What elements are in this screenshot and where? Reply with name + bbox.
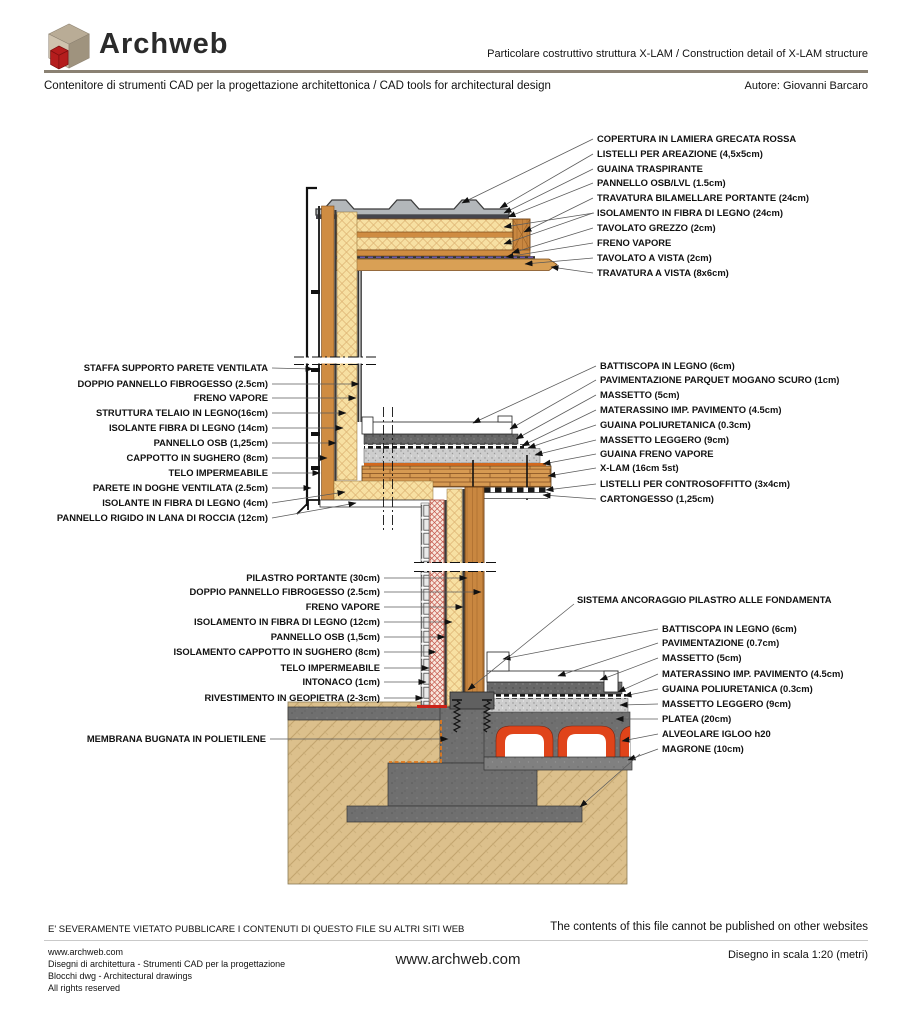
stone-cladding <box>421 503 429 705</box>
leader-line <box>628 749 658 760</box>
leader-line <box>528 425 596 448</box>
leader-line <box>551 267 593 273</box>
leader-line <box>516 395 596 439</box>
leader-line <box>546 484 596 490</box>
leader-line <box>600 658 658 680</box>
leader-line <box>510 380 596 429</box>
callout-wall_lower-0: PILASTRO PORTANTE (30cm) <box>246 572 380 584</box>
callout-wall_lower-7: INTONACO (1cm) <box>302 676 380 688</box>
callout-wall_lower-6: TELO IMPERMEABILE <box>280 662 380 674</box>
callout-wall_lower-1: DOPPIO PANNELLO FIBROGESSO (2.5cm) <box>189 586 380 598</box>
callout-wall_upper-3: STRUTTURA TELAIO IN LEGNO(16cm) <box>95 407 268 419</box>
footer-rule <box>44 940 868 941</box>
callout-ground-8: MAGRONE (10cm) <box>662 743 744 755</box>
brand-wordmark: Archweb <box>99 28 229 60</box>
callout-floor-9: CARTONGESSO (1,25cm) <box>600 493 714 505</box>
sheet-title: Particolare costruttivo struttura X-LAM / Construction detail of X-LAM structure <box>487 48 868 60</box>
callout-roof-9: TRAVATURA A VISTA (8x6cm) <box>597 267 729 279</box>
footer-line3: Blocchi dwg - Architectural drawings <box>48 971 193 981</box>
callout-roof-5: ISOLAMENTO IN FIBRA DI LEGNO (24cm) <box>597 207 783 219</box>
callout-roof-7: FRENO VAPORE <box>597 237 672 249</box>
author: Autore: Giovanni Barcaro <box>744 80 868 92</box>
callout-wall_upper-1: DOPPIO PANNELLO FIBROGESSO (2.5cm) <box>77 378 268 390</box>
callout-ground-6: PLATEA (20cm) <box>662 713 732 725</box>
callout-roof-3: PANNELLO OSB/LVL (1.5cm) <box>597 177 726 189</box>
exposed-boarding <box>336 259 557 271</box>
callout-floor-8: LISTELLI PER CONTROSOFFITTO (3x4cm) <box>600 478 790 490</box>
callout-floor-4: GUAINA POLIURETANICA (0.3cm) <box>600 419 751 431</box>
cork-insulation <box>430 500 444 706</box>
lower-wall <box>414 487 496 732</box>
baseboard-upper <box>362 417 373 434</box>
callout-floor-0: BATTISCOPA IN LEGNO (6cm) <box>600 360 735 372</box>
callout-roof-8: TAVOLATO A VISTA (2cm) <box>597 252 712 264</box>
callout-ground-1: PAVIMENTAZIONE (0.7cm) <box>662 637 780 649</box>
footer-line4: All rights reserved <box>48 983 121 993</box>
leader-line <box>503 629 658 659</box>
plasterboard <box>484 493 548 499</box>
footer-line2: Disegni di architettura - Strumenti CAD per la progettazione <box>48 959 286 969</box>
callout-wall_upper-8: PARETE IN DOGHE VENTILATA (2.5cm) <box>92 482 268 494</box>
callout-wall_lower-8: RIVESTIMENTO IN GEOPIETRA (2-3cm) <box>204 692 380 704</box>
callout-ground-7: ALVEOLARE IGLOO h20 <box>662 728 771 740</box>
leader-line <box>624 689 658 696</box>
callout-ground-3: MATERASSINO IMP. PAVIMENTO (4.5cm) <box>662 668 844 680</box>
footer-scale: Disegno in scala 1:20 (metri) <box>727 949 868 961</box>
footer-site: www.archweb.com <box>48 947 124 957</box>
callout-floor-7: X-LAM (16cm 5st) <box>600 462 679 474</box>
footer-notice-it: E' SEVERAMENTE VIETATO PUBBLICARE I CONTENUTI DI QUESTO FILE SU ALTRI SITI WEB <box>48 924 465 935</box>
callout-ground-0: BATTISCOPA IN LEGNO (6cm) <box>662 623 797 635</box>
callout-wall_lower-4: PANNELLO OSB (1,5cm) <box>270 631 380 643</box>
ceiling-battens <box>484 488 550 493</box>
callout-ground-5: MASSETTO LEGGERO (9cm) <box>662 698 792 710</box>
callout-floor-6: GUAINA FRENO VAPORE <box>600 448 714 460</box>
leader-line <box>548 468 596 476</box>
callout-roof-4: TRAVATURA BILAMELLARE PORTANTE (24cm) <box>597 192 809 204</box>
callout-wall_upper-7: TELO IMPERMEABILE <box>168 467 268 479</box>
callout-roof-6: TAVOLATO GREZZO (2cm) <box>597 222 716 234</box>
sheet-subtitle: Contenitore di strumenti CAD per la progettazione architettonica / CAD tools for architectural design <box>44 80 551 92</box>
callout-wall_upper-0: STAFFA SUPPORTO PARETE VENTILATA <box>83 362 268 374</box>
leader-line <box>508 183 593 217</box>
footer-center-site: www.archweb.com <box>395 951 521 968</box>
callout-roof-2: GUAINA TRASPIRANTE <box>597 163 703 175</box>
callout-anchor: SISTEMA ANCORAGGIO PILASTRO ALLE FONDAMENTA <box>577 594 832 606</box>
callout-ground-2: MASSETTO (5cm) <box>662 652 742 664</box>
leader-line <box>462 139 593 203</box>
callout-wall_upper-5: PANNELLO OSB (1,25cm) <box>153 437 268 449</box>
magrone-layer <box>484 757 632 770</box>
callout-ground-4: GUAINA POLIURETANICA (0.3cm) <box>662 683 813 695</box>
callout-floor-1: PAVIMENTAZIONE PARQUET MOGANO SCURO (1cm) <box>600 374 840 386</box>
leader-line <box>543 454 596 464</box>
callout-wall_lower-3: ISOLAMENTO IN FIBRA DI LEGNO (12cm) <box>194 616 380 628</box>
callout-roof-1: LISTELLI PER AREAZIONE (4,5x5cm) <box>597 148 763 160</box>
baseboard-ground <box>487 652 509 671</box>
callout-wall_lower-5: ISOLAMENTO CAPPOTTO IN SUGHERO (8cm) <box>173 646 380 658</box>
callout-roof-0: COPERTURA IN LAMIERA GRECATA ROSSA <box>597 133 797 145</box>
timber-pillar <box>465 487 484 694</box>
callout-wall_upper-2: FRENO VAPORE <box>193 392 268 404</box>
callout-wall_upper-6: CAPPOTTO IN SUGHERO (8cm) <box>126 452 268 464</box>
callout-floor-2: MASSETTO (5cm) <box>600 389 680 401</box>
footer-notice-en: The contents of this file cannot be published on other websites <box>550 921 868 933</box>
callout-wall_upper-4: ISOLANTE FIBRA DI LEGNO (14cm) <box>108 422 268 434</box>
callout-floor-5: MASSETTO LEGGERO (9cm) <box>600 434 730 446</box>
leader-line <box>618 674 658 692</box>
leader-line <box>473 366 596 423</box>
callout-floor-3: MATERASSINO IMP. PAVIMENTO (4.5cm) <box>600 404 782 416</box>
leader-line <box>272 503 356 518</box>
callout-wall_upper-10: PANNELLO RIGIDO IN LANA DI ROCCIA (12cm) <box>56 512 268 524</box>
callout-wall_lower-2: FRENO VAPORE <box>305 601 380 613</box>
callout-wall_upper-9: ISOLANTE IN FIBRA DI LEGNO (4cm) <box>102 497 268 509</box>
callout-wall_lower-9: MEMBRANA BUGNATA IN POLIETILENE <box>86 733 266 745</box>
leader-line <box>543 495 596 499</box>
rough-boarding <box>336 250 530 256</box>
